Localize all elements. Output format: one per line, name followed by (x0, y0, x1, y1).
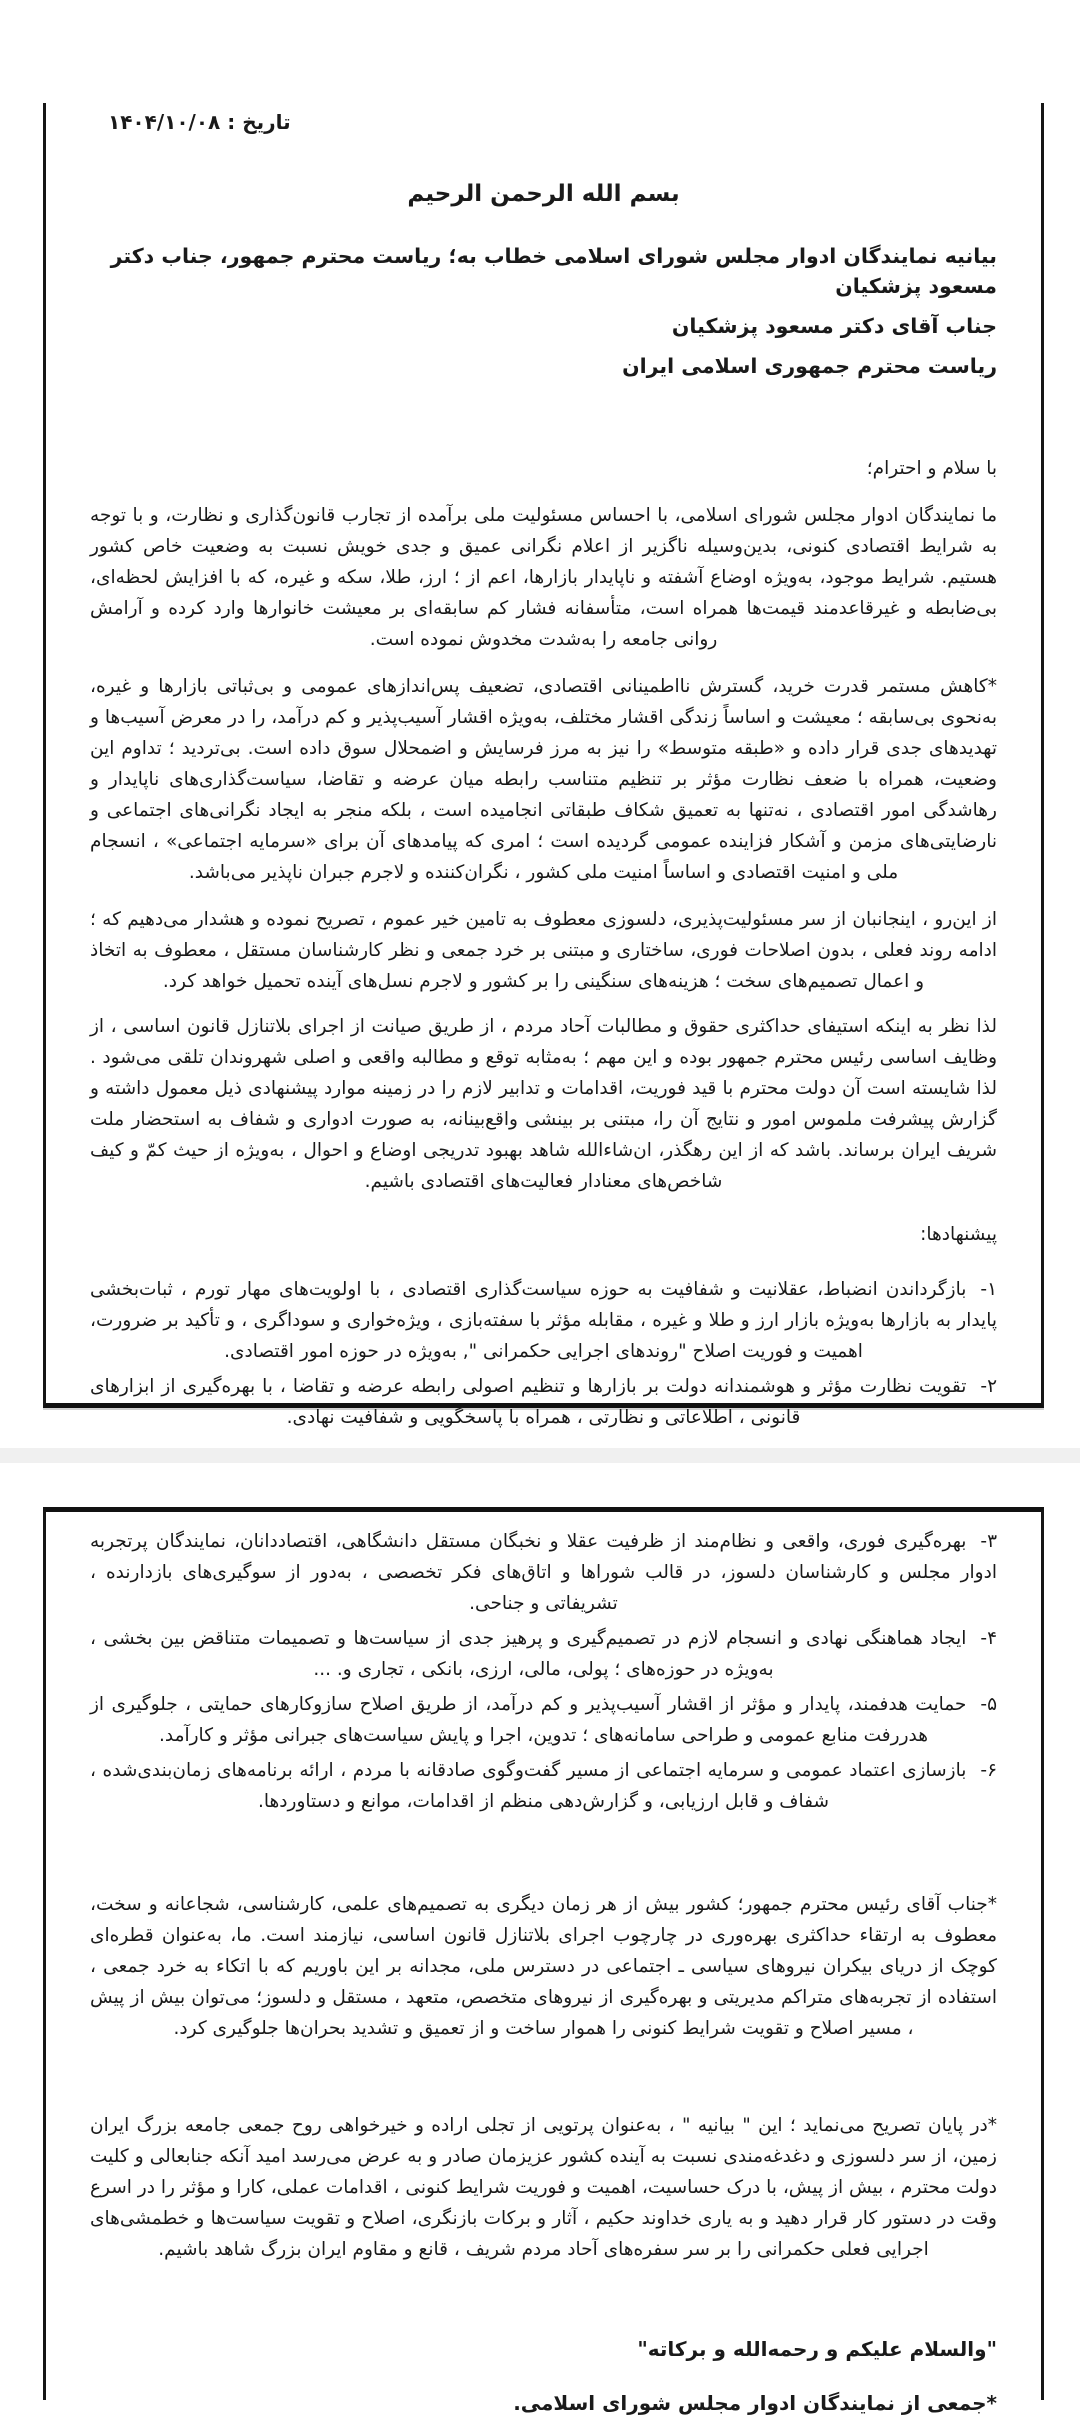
proposal-text-6: بازسازی اعتماد عمومی و سرمایه اجتماعی از مسیر گفت‌وگوی صادقانه با مردم ، ارائه برنامه‌های زمان‌بندی‌شده ، شفاف و قابل ارزیابی، و گزارش‌دهی منظم از اقدامات، موانع و دستاوردها. (90, 1760, 967, 1812)
paragraph-intro: ما نمایندگان ادوار مجلس شورای اسلامی، با احساس مسئولیت ملی برآمده از تجارب قانون‌گذاری و نظارت، و با توجه به شرایط اقتصادی کنونی، بدین‌وسیله ناگزیر از اعلام نگرانی عمیق و جدی خویش نسبت به وضعیت خاص کشور هستیم. شرایط موجود، به‌ویژه اوضاع آشفته و ناپایدار بازارها، اعم از ؛ ارز، طلا، سکه و غیره، که با افزایش لحظه‌ای، بی‌ضابطه و غیرقاعدمند قیمت‌ها همراه است، متأسفانه فشار کم سابقه‌ای بر معیشت خانوارها وارد کرده و آرامش روانی جامعه را به‌شدت مخدوش نموده است. (90, 505, 997, 650)
proposal-number-3: ۳- (980, 1531, 997, 1552)
proposal-text-4: ایجاد هماهنگی نهادی و انسجام لازم در تصمیم‌گیری و پرهیز جدی از سیاست‌ها و تصمیمات متناقض بین بخشی ، به‌ویژه در حوزه‌های ؛ پولی، مالی، ارزی، بانکی ، تجاری و. ... (90, 1628, 967, 1680)
paragraph-conclusion: *در پایان تصریح می‌نماید ؛ این " بیانیه " ، به‌عنوان پرتویی از تجلی اراده و خیرخواهی روح جمعی جامعه بزرگ ایران زمین، از سر دلسوزی و دغدغه‌مندی نسبت به آینده کشور عزیزمان صادر و به عرض می‌رسد امید آنکه جنابعالی و کلیت دولت محترم ، بیش از پیش، با درک حساسیت، اهمیت و فوریت شرایط کنونی ، اقدامات عملی، کارا و مؤثر را در اسرع وقت در دستور کار قرار دهید و به یاری خداوند حکیم ، آثار و برکات بازنگری، اصلاح و تقویت سیاست‌ها و خطمشی‌های اجرایی فعلی حکمرانی را بر سر سفره‌های آحاد مردم شریف ، قانع و مقاوم ایران بزرگ شاهد باشیم. (90, 2115, 997, 2260)
date-stamp: تاریخ : ۱۴۰۴/۱۰/۰۸ (108, 110, 291, 134)
proposal-text-5: حمایت هدفمند، پایدار و مؤثر از اقشار آسیب‌پذیر و کم درآمد، از طریق اصلاح سازوکارهای حمایتی ، جلوگیری از هدررفت منابع عمومی و طراحی سامانه‌های ؛ تدوین، اجرا و پایش سیاست‌های جبرانی مؤثر و کارآمد. (90, 1694, 967, 1746)
signature-line: *جمعی از نمایندگان ادوار مجلس شورای اسلامی. (513, 2391, 997, 2415)
bismillah-heading: بسم الله الرحمن الرحیم (407, 181, 680, 207)
proposal-item-4 (90, 1623, 997, 1685)
proposal-item-2 (90, 1371, 997, 1433)
page-1 (43, 103, 1044, 1428)
addressee-name: جناب آقای دکتر مسعود پزشکیان (671, 314, 997, 338)
addressee-role: ریاست محترم جمهوری اسلامی ایران (622, 354, 997, 378)
farewell-line: "والسلام علیکم و رحمه‌الله و برکاته" (637, 2337, 997, 2361)
proposal-number-5: ۵- (980, 1694, 997, 1715)
proposal-text-2: تقویت نظارت مؤثر و هوشمندانه دولت بر بازارها و تنظیم اصولی رابطه عرضه و تقاضا ، با بهره‌گیری از ابزارهای قانونی ، اطلاعاتی و نظارتی ، همراه با پاسخگویی و شفافیت نهادی. (90, 1376, 967, 1428)
page-separator (0, 1448, 1080, 1463)
proposal-number-4: ۴- (980, 1628, 997, 1649)
proposal-number-6: ۶- (980, 1760, 997, 1781)
proposal-text-3: بهره‌گیری فوری، واقعی و نظام‌مند از ظرفیت عقلا و نخبگان مستقل دانشگاهی، اقتصاددانان، نمایندگان پرتجربه ادوار مجلس و کارشناسان دلسوز، در قالب شوراها و اتاق‌های فکر تخصصی ، به‌دور از سوگیری‌های بازدارنده ، تشریفاتی و جناحی. (90, 1531, 997, 1614)
paragraph-appeal: *جناب آقای رئیس محترم جمهور؛ کشور بیش از هر زمان دیگری به تصمیم‌های علمی، کارشناسی، شجاعانه و سخت، معطوف به ارتقاء حداکثری بهره‌وری در چارچوب اجرای بلاتنازل قانون اساسی، نیازمند است. ما، به‌عنوان قطره‌ای کوچک از دریای بیکران نیروهای سیاسی ـ اجتماعی در دسترس ملی، مجدانه بر این باوریم که با اتکاء به خرد جمعی ، استفاده از تجربه‌های متراکم مدیریتی و بهره‌گیری از نیروهای متخصص، متعهد ، مستقل و دلسوز؛ می‌توان بیش از پیش ، مسیر اصلاح و تقویت شرایط کنونی را هموار ساخت و از تعمیق و تشدید بحران‌ها جلوگیری کرد. (90, 1894, 997, 2039)
statement-title: بیانیه نمایندگان ادوار مجلس شورای اسلامی خطاب به؛ ریاست محترم جمهور، جناب دکتر مسعود پزشکیان (110, 244, 997, 298)
paragraph-request: لذا نظر به اینکه استیفای حداکثری حقوق و مطالبات آحاد مردم ، از طریق صیانت از اجرای بلاتنازل قانون اساسی ، از وظایف اساسی رئیس محترم جمهور بوده و این مهم ؛ به‌مثابه توقع و مطالبه واقعی و اصلی شهروندان تلقی می‌شود . لذا شایسته است آن دولت محترم با قید فوریت، اقدامات و تدابیر لازم را در زمینه موارد پیشنهادی ذیل معمول داشته و گزارش پیشرفت ملموس امور و نتایج آن را، مبتنی بر بینشی واقع‌بینانه، به صورت ادواری و شفاف به استحضار ملت شریف ایران برساند. باشد که از این رهگذر، ان‌شاءالله شاهد بهبود تدریجی اوضاع و احوال ، به‌ویژه از حیث کمّ و کیف شاخص‌های معنادار فعالیت‌های اقتصادی باشیم. (90, 1016, 997, 1192)
proposal-number-1: ۱- (980, 1279, 997, 1300)
proposal-number-2: ۲- (980, 1376, 997, 1397)
proposals-heading: پیشنهادها: (920, 1224, 997, 1245)
proposal-text-1: بازگرداندن انضباط، عقلانیت و شفافیت به حوزه سیاست‌گذاری اقتصادی ، با اولویت‌های مهار تورم ، ثبات‌بخشی پایدار به بازارها به‌ویژه بازار ارز و طلا و غیره ، مقابله مؤثر با سفته‌بازی ، ویژه‌خواری و سوداگری ، و تأکید بر ضرورت، اهمیت و فوریت اصلاح "روندهای اجرایی حکمرانی ", به‌ویژه در حوزه امور اقتصادی. (90, 1279, 997, 1362)
proposal-item-3 (90, 1526, 997, 1619)
proposal-item-1 (90, 1274, 997, 1367)
proposal-item-6 (90, 1755, 997, 1817)
paragraph-warning: از این‌رو ، اینجانبان از سر مسئولیت‌پذیری، دلسوزی معطوف به تامین خیر عموم ، تصریح نموده و هشدار می‌دهیم که ؛ ادامه روند فعلی ، بدون اصلاحات فوری، ساختاری و مبتنی بر خرد جمعی و نظر کارشناسان مستقل ، معطوف به اتخاذ و اعمال تصمیم‌های سخت ؛ هزینه‌های سنگینی را بر کشور و لاجرم نسل‌های آینده تحمیل خواهد کرد. (90, 909, 997, 992)
salutation: با سلام و احترام؛ (866, 458, 997, 479)
proposal-item-5 (90, 1689, 997, 1751)
page-2 (43, 1507, 1044, 2415)
paragraph-economic-concerns: *کاهش مستمر قدرت خرید، گسترش نااطمینانی اقتصادی، تضعیف پس‌اندازهای عمومی و بی‌ثباتی بازارها و غیره، به‌نحوی بی‌سابقه ؛ معیشت و اساساً زندگی اقشار مختلف، به‌ویژه اقشار آسیب‌پذیر و کم درآمد، را در معرض آسیب‌ها و تهدیدهای جدی قرار داده و «طبقه متوسط» را نیز به مرز فرسایش و اضمحلال سوق داده است. بی‌تردید ؛ تداوم این وضعیت، همراه با ضعف نظارت مؤثر بر تنظیم متناسب رابطه میان عرضه و تقاضا، سیاست‌گذاری‌های ناپایدار و رهاشدگی امور اقتصادی ، نه‌تنها به تعمیق شکاف طبقاتی انجامیده است ، بلکه منجر به ایجاد نگرانی‌های اجتماعی و نارضایتی‌های مزمن و آشکار فزاینده عمومی گردیده است ؛ امری که پیامدهای آن برای «سرمایه اجتماعی» ، انسجام ملی و امنیت اقتصادی و اساساً امنیت ملی کشور ، نگران‌کننده و لاجرم جبران ناپذیر می‌باشد. (90, 676, 997, 883)
